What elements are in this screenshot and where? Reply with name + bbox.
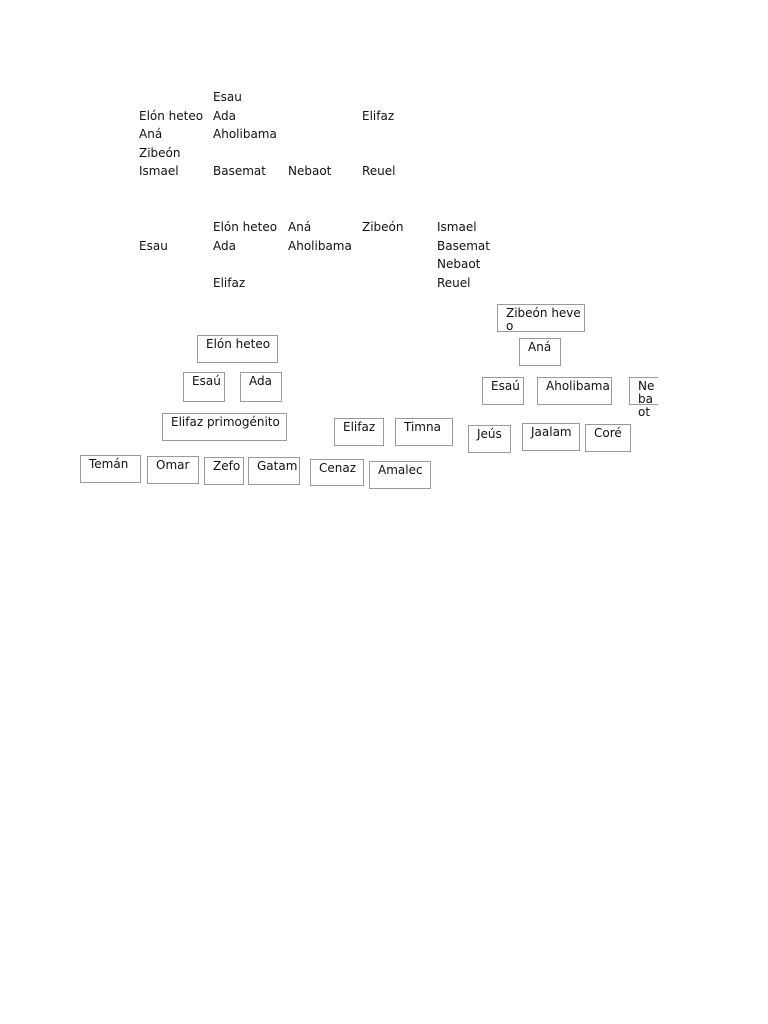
t2-r1-c4: Basemat	[437, 239, 490, 253]
t1-r4-c0: Ismael	[139, 164, 179, 178]
t2-r1-c1: Ada	[213, 239, 236, 253]
t2-r3-c1: Elifaz	[213, 276, 246, 290]
node-nebaot: Nebaot	[629, 377, 658, 405]
t1-r1-c1: Ada	[213, 109, 236, 123]
t2-r1-c0: Esau	[139, 239, 168, 253]
node-ana: Aná	[519, 338, 561, 366]
t1-r2-c0: Aná	[139, 127, 163, 141]
t2-r0-c4: Ismael	[437, 220, 477, 234]
t2-r0-c1: Elón heteo	[213, 220, 278, 234]
node-omar: Omar	[147, 456, 199, 484]
t2-r0-c2: Aná	[288, 220, 312, 234]
node-teman: Temán	[80, 455, 141, 483]
t1-r4-c3: Reuel	[362, 164, 396, 178]
t2-r1-c2: Aholibama	[288, 239, 352, 253]
node-jeus: Jeús	[468, 425, 511, 453]
t2-r2-c4: Nebaot	[437, 257, 481, 271]
t2-r3-c4: Reuel	[437, 276, 471, 290]
node-esau-right: Esaú	[482, 377, 524, 405]
t1-r1-c0: Elón heteo	[139, 109, 204, 123]
node-elon-heteo: Elón heteo	[197, 335, 278, 363]
node-gatam: Gatam	[248, 457, 300, 485]
node-esau-left: Esaú	[183, 372, 225, 402]
node-elifaz-primogenito: Elifaz primogénito	[162, 413, 287, 441]
node-core: Coré	[585, 424, 631, 452]
node-ada: Ada	[240, 372, 282, 402]
t1-r3-c0: Zibeón	[139, 146, 181, 160]
node-zibeon-heveo: Zibeón heveo	[497, 304, 585, 332]
t1-r1-c3: Elifaz	[362, 109, 395, 123]
node-timna: Timna	[395, 418, 453, 446]
node-jaalam: Jaalam	[522, 423, 580, 451]
t1-r2-c1: Aholibama	[213, 127, 277, 141]
node-elifaz: Elifaz	[334, 418, 384, 446]
node-aholibama: Aholibama	[537, 377, 612, 405]
node-amalec: Amalec	[369, 461, 431, 489]
t1-r0-c1: Esau	[213, 90, 242, 104]
t2-r0-c3: Zibeón	[362, 220, 404, 234]
t1-r4-c2: Nebaot	[288, 164, 332, 178]
node-cenaz: Cenaz	[310, 459, 364, 486]
t1-r4-c1: Basemat	[213, 164, 266, 178]
node-zefo: Zefo	[204, 457, 244, 485]
